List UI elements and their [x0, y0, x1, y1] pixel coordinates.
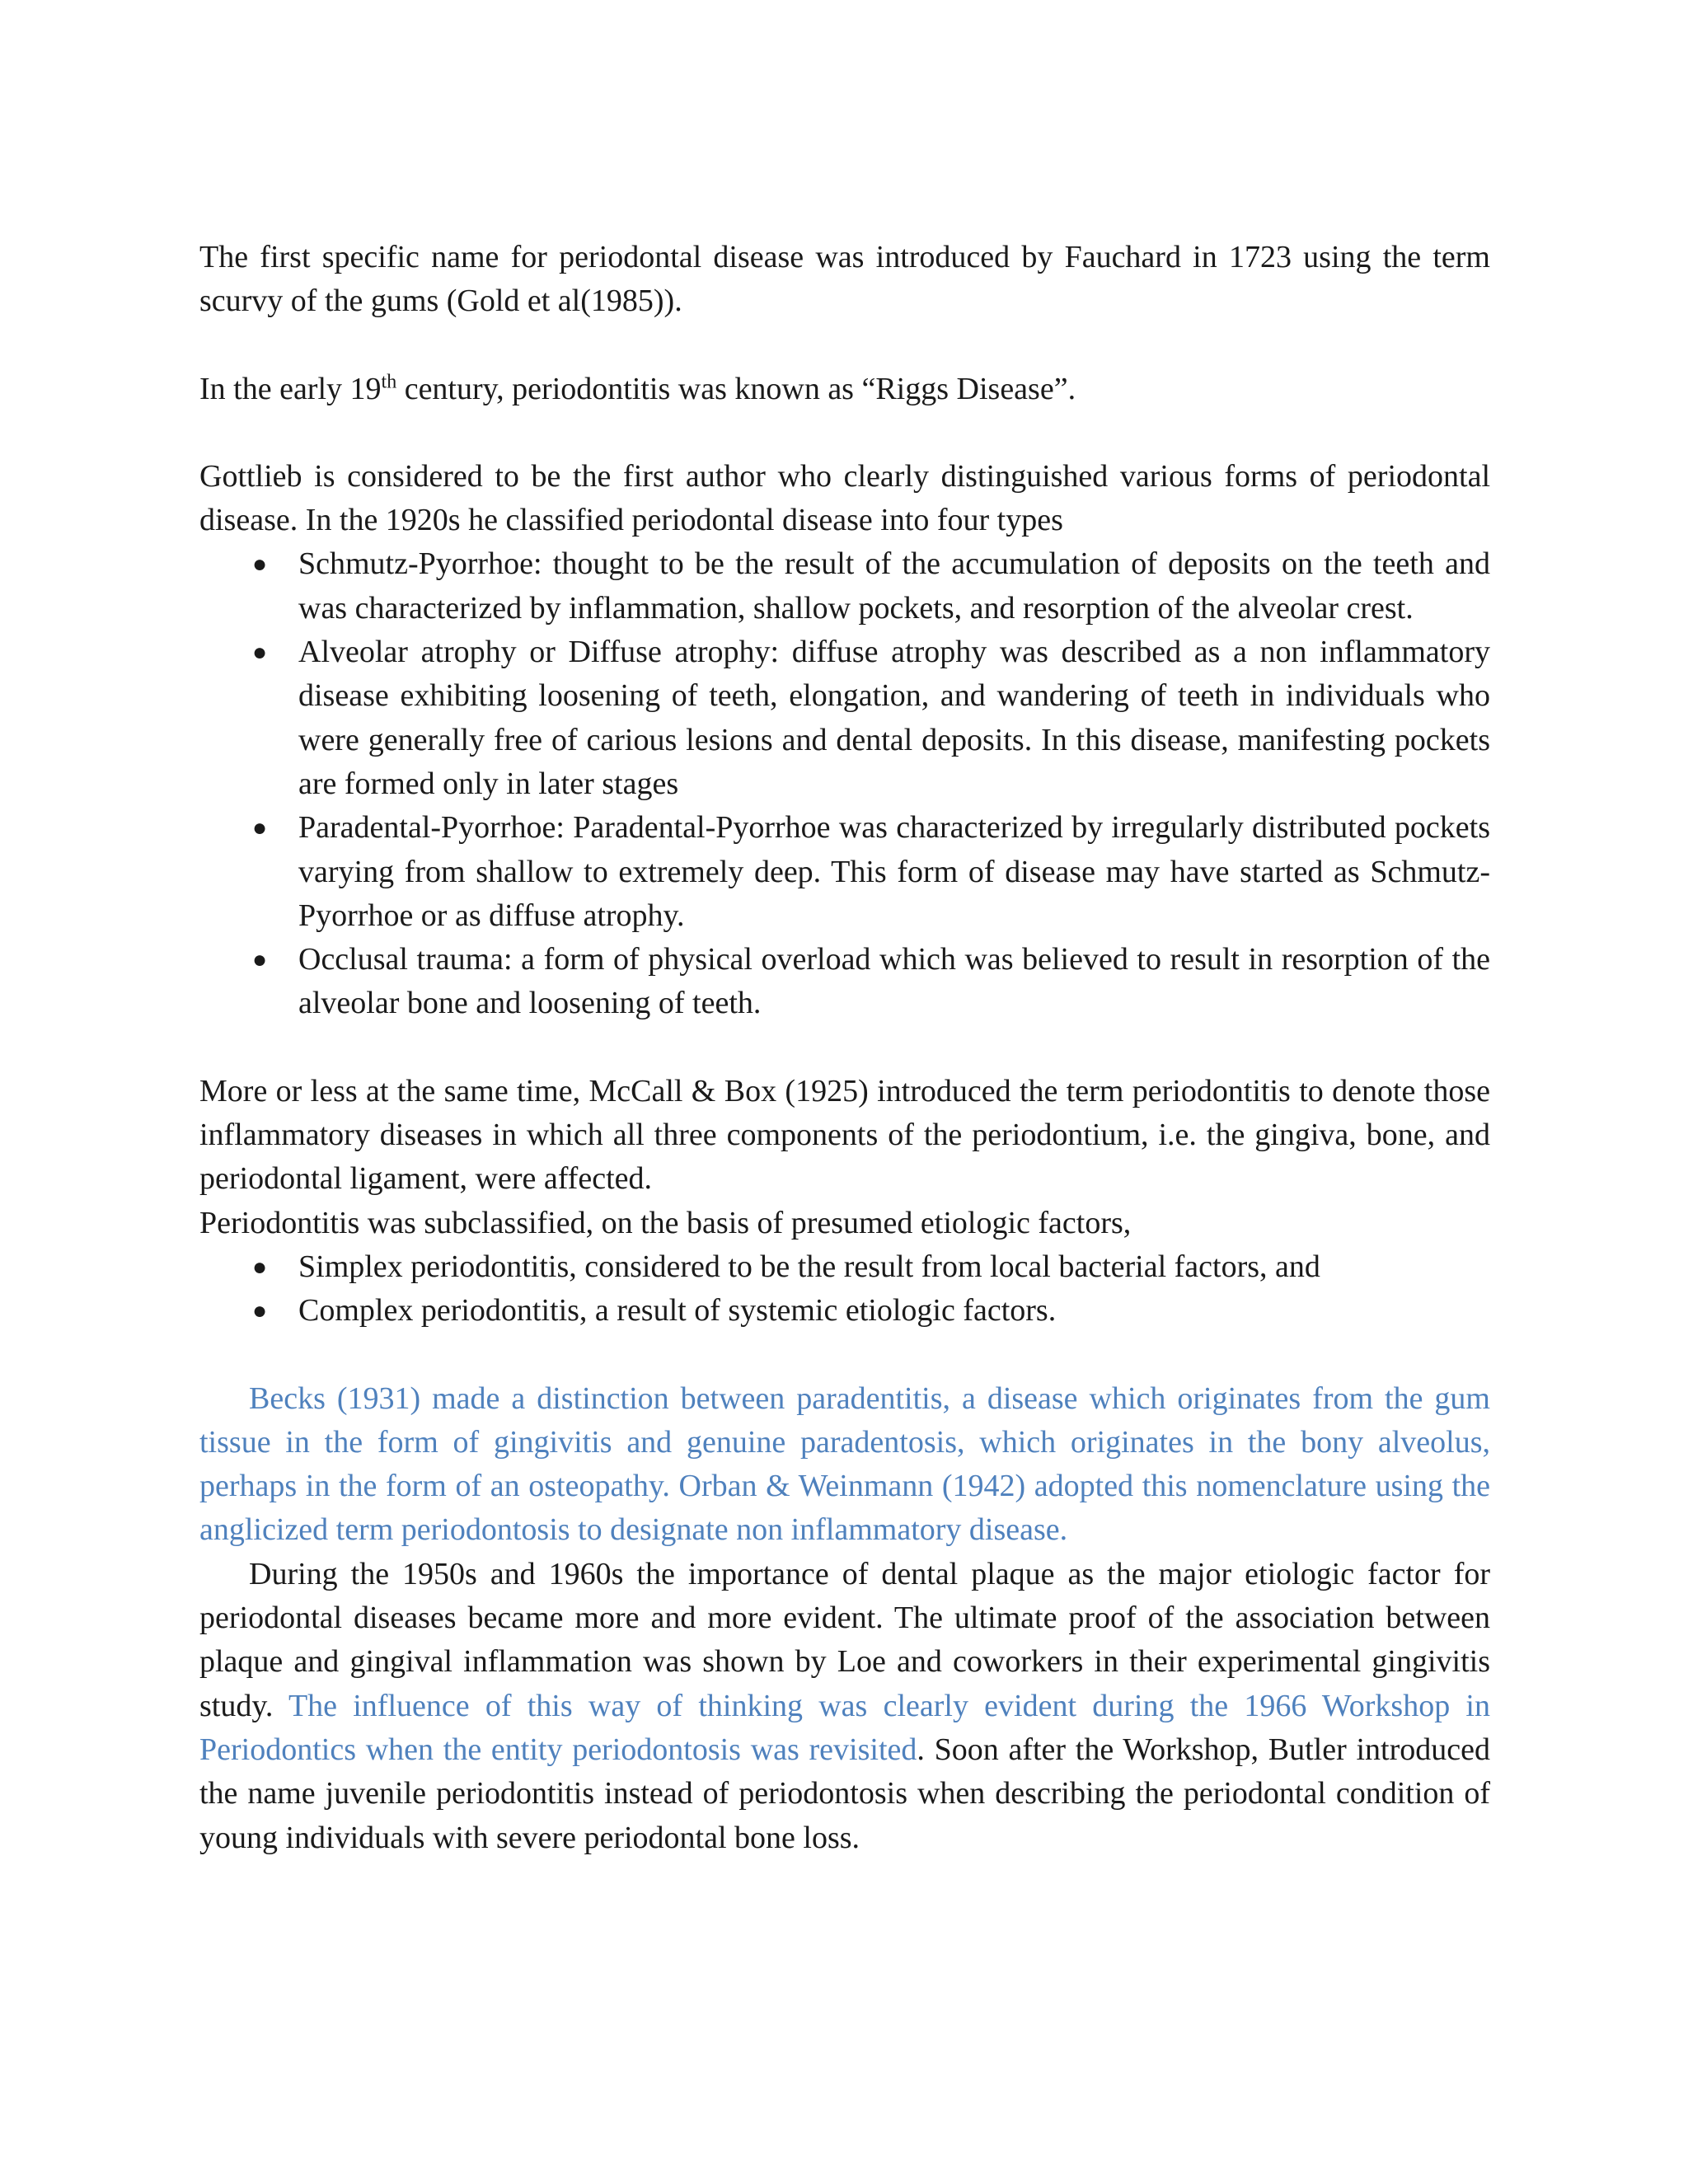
bullet-icon: ● [252, 551, 268, 579]
bullet-icon: ● [252, 1253, 268, 1281]
list-item [199, 1245, 1490, 1289]
periodontitis-subclass-list [199, 1245, 1490, 1333]
list-item-text: Alveolar atrophy or Diffuse atrophy: diffuse atrophy was described as a non inflammatory disease exhibiting loosening of teeth, elongation, and wandering of teeth in individuals who were generally free of carious lesions and dental deposits. In this disease, manifesting pockets are formed only in later stages [298, 635, 1490, 801]
list-item [199, 1289, 1490, 1333]
paragraph-subclassified: Periodontitis was subclassified, on the basis of presumed etiologic factors, [199, 1205, 1132, 1240]
paragraph-1950s-plaque [199, 1553, 1490, 1860]
paragraph-gottlieb: Gottlieb is considered to be the first author who clearly distinguished various forms of periodontal disease. In the 1920s he classified periodontal disease into four types [199, 458, 1490, 538]
paragraph-mccall-box: More or less at the same time, McCall & Box (1925) introduced the term periodontitis to denote those inflammatory diseases in which all three components of the periodontium, i.e. the gingiva, bone, and periodontal ligament, were affected. [199, 1073, 1490, 1197]
bullet-icon: ● [252, 639, 268, 667]
list-item-text: Occlusal trauma: a form of physical overload which was believed to result in resorption of the alveolar bone and loosening of teeth. [298, 942, 1490, 1021]
bullet-icon: ● [252, 1297, 268, 1325]
list-item-text: Simplex periodontitis, considered to be the result from local bacterial factors, and [298, 1249, 1320, 1284]
list-item [199, 806, 1490, 938]
list-item [199, 542, 1490, 630]
list-item [199, 630, 1490, 806]
document-page [199, 236, 1490, 1860]
list-item [199, 938, 1490, 1026]
riggs-text-end: century, periodontitis was known as “Riggs Disease”. [396, 371, 1076, 406]
bullet-icon: ● [252, 946, 268, 974]
paragraph-riggs-disease [199, 368, 1490, 411]
gottlieb-types-list [199, 542, 1490, 1025]
paragraph-fauchard: The first specific name for periodontal disease was introduced by Fauchard in 1723 using the term scurvy of the gums (Gold et al(1985)). [199, 240, 1490, 319]
bullet-icon: ● [252, 814, 268, 842]
plaque-text-start: During the 1950s and 1960s the importance of dental plaque as the major etiologic factor for periodontal diseases became more and more evident. The ultimate proof of the association between plaque and gingival inflammation was shown by Loe and coworkers in their experimental gingivitis study. [199, 1556, 1490, 1723]
riggs-text-start: In the early 19 [199, 371, 382, 406]
list-item-text: Schmutz-Pyorrhoe: thought to be the result of the accumulation of deposits on the teeth and was characterized by inflammation, shallow pockets, and resorption of the alveolar crest. [298, 546, 1490, 626]
list-item-text: Paradental-Pyorrhoe: Paradental-Pyorrhoe was characterized by irregularly distributed pockets varying from shallow to extremely deep. This form of disease may have started as Schmutz-Pyorrhoe or as diffuse atrophy. [298, 810, 1490, 933]
ordinal-superscript: th [381, 370, 397, 392]
list-item-text: Complex periodontitis, a result of systemic etiologic factors. [298, 1293, 1057, 1329]
paragraph-becks-highlighted: Becks (1931) made a distinction between paradentitis, a disease which originates from the gum tissue in the form of gingivitis and genuine paradentosis, which originates in the bony alveolus, perhaps in the form of an osteopathy. Orban & Weinmann (1942) adopted this nomenclature using the anglicized term periodontosis to designate non inflammatory disease. [199, 1380, 1490, 1548]
workshop-highlighted-text: The influence of this way of thinking was clearly evident during the 1966 Workshop in Periodontics when the entity periodontosis was revisited [199, 1688, 1490, 1767]
plaque-text-end: . Soon after the Workshop, Butler introduced the name juvenile periodontitis instead of periodontosis when describing the periodontal condition of young individuals with severe periodontal bone loss. [199, 1732, 1490, 1855]
